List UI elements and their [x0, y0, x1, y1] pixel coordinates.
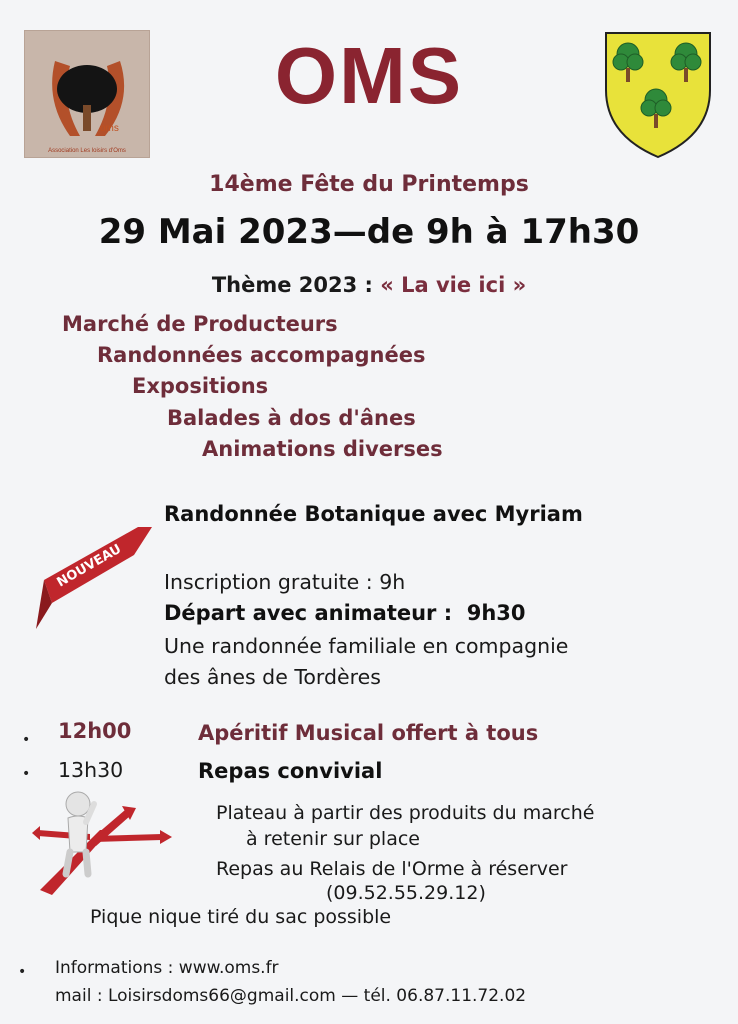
depart-label: Départ avec animateur : [164, 601, 453, 625]
ribbon-icon [30, 525, 160, 635]
event-theme [0, 273, 738, 297]
inscription-line: Inscription gratuite : 9h [164, 570, 406, 594]
repas-line: (09.52.55.29.12) [326, 882, 486, 904]
ribbon-label: NOUVEAU [54, 541, 125, 591]
coat-of-arms [603, 30, 713, 160]
contact-mail: mail : Loisirsdoms66@gmail.com — tél. 06.87.11.72.02 [55, 986, 527, 1006]
schedule-time: 13h30 [58, 758, 124, 782]
repas-line: Plateau à partir des produits du marché [216, 802, 595, 824]
repas-line: Repas au Relais de l'Orme à réserver [216, 858, 568, 880]
repas-line: Pique nique tiré du sac possible [90, 906, 392, 928]
depart-time: 9h30 [466, 601, 526, 625]
depart-line [164, 601, 526, 625]
theme-label: Thème 2023 : [211, 273, 381, 297]
activity-item: Marché de Producteurs [62, 312, 338, 336]
logo-caption: Association Les loisirs d'Oms [48, 148, 126, 154]
botanique-desc-1: Une randonnée familiale en compagnie [164, 634, 569, 658]
schedule-label: Apéritif Musical offert à tous [198, 721, 539, 745]
activity-item: Randonnées accompagnées [97, 343, 426, 367]
event-subtitle: 14ème Fête du Printemps [209, 172, 529, 197]
repas-line: à retenir sur place [246, 828, 420, 850]
activity-item: Expositions [132, 374, 269, 398]
theme-value: « La vie ici » [380, 273, 527, 297]
botanique-desc-2: des ânes de Tordères [164, 665, 381, 689]
event-date: 29 Mai 2023—de 9h à 17h30 [98, 212, 640, 252]
botanique-heading: Randonnée Botanique avec Myriam [164, 502, 583, 526]
page-title: OMS [274, 31, 464, 120]
bullet-icon: • [22, 766, 31, 782]
logo-mark: oms [100, 123, 119, 134]
shield-icon [603, 30, 713, 160]
direction-figure [30, 790, 180, 900]
new-ribbon [30, 525, 160, 635]
schedule-label: Repas convivial [198, 759, 383, 783]
bullet-icon: • [22, 732, 31, 748]
contact-info: Informations : www.oms.fr [55, 958, 279, 978]
activity-item: Balades à dos d'ânes [167, 406, 416, 430]
signpost-figure-icon [30, 790, 180, 900]
bullet-icon: • [18, 964, 27, 980]
schedule-time: 12h00 [58, 719, 132, 743]
activity-item: Animations diverses [202, 437, 443, 461]
